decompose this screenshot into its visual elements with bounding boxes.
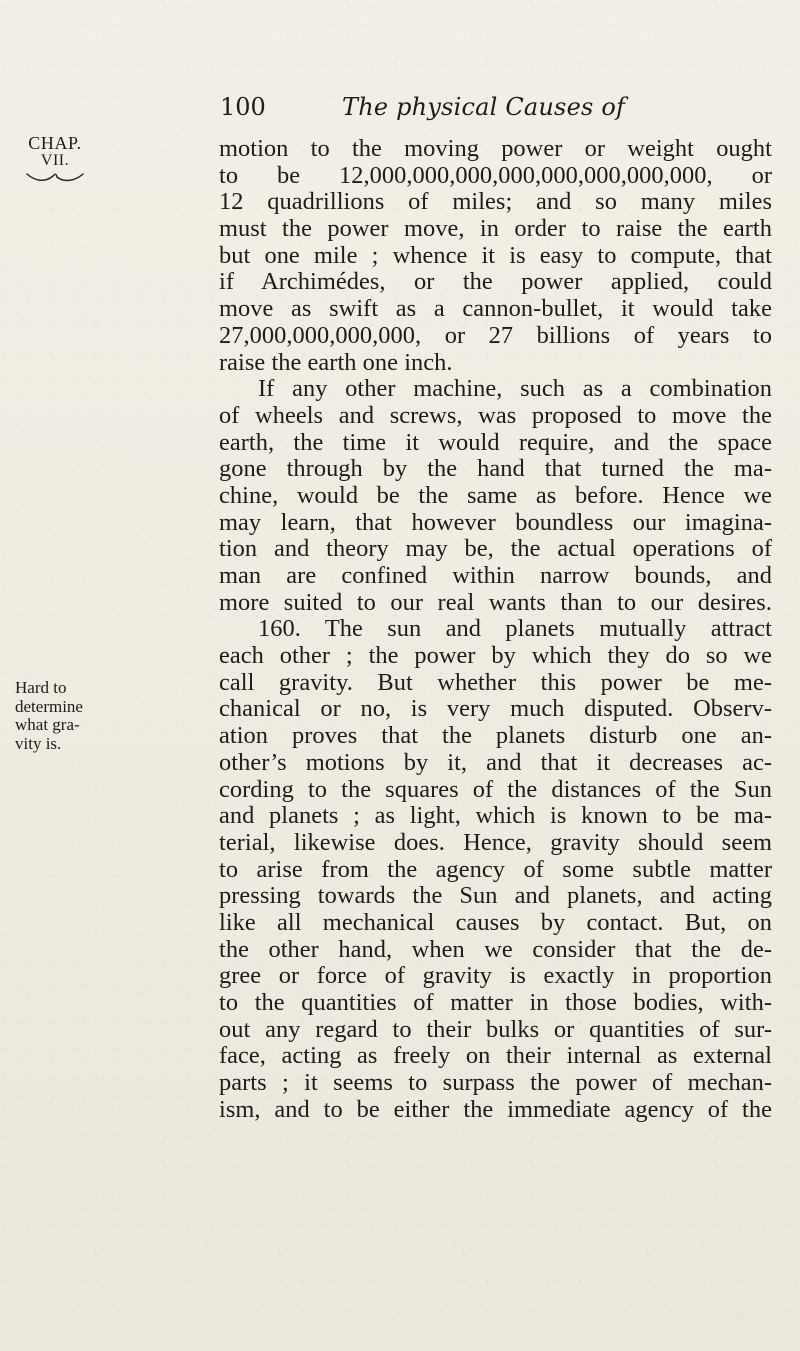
text-line: pressing towards the Sun and planets, and acting (219, 882, 772, 910)
text-line: motion to the moving power or weight ought (219, 135, 772, 162)
text-line: ation proves that the planets disturb one an- (219, 722, 772, 750)
text-line: gree or force of gravity is exactly in proportion (219, 962, 772, 990)
text-line: other’s motions by it, and that it decreases ac- (219, 748, 772, 776)
chapter-brace-icon (24, 169, 86, 187)
text-line: like all mechanical causes by contact. But, on (219, 908, 772, 936)
text-line: chanical or no, is very much disputed. Observ- (219, 695, 772, 723)
text-line: out any regard to their bulks or quantities of sur- (219, 1015, 772, 1043)
text-line: more suited to our real wants than to our desires. (219, 588, 772, 616)
page-header (220, 92, 690, 122)
chapter-marker (14, 134, 96, 187)
text-line: face, acting as freely on their internal as external (219, 1042, 772, 1070)
text-line: cording to the squares of the distances of the Sun (219, 775, 772, 803)
text-line: tion and theory may be, the actual operations of (219, 535, 772, 563)
text-line: 27,000,000,000,000, or 27 billions of years to (219, 321, 772, 349)
text-line: move as swift as a cannon-bullet, it would take (219, 295, 772, 323)
chapter-number: VII. (40, 152, 70, 169)
margin-note-line: determine (15, 696, 83, 716)
margin-note-line: Hard to (15, 678, 67, 697)
paragraph-start-line: 160. The sun and planets mutually attract (258, 615, 772, 643)
text-line: to the quantities of matter in those bodies, with- (219, 989, 772, 1016)
main-text (219, 136, 772, 1123)
text-line: chine, would be the same as before. Hence we (219, 481, 772, 509)
running-title: The physical Causes of (342, 93, 626, 121)
text-line: 12 quadrillions of miles; and so many miles (219, 188, 772, 216)
text-line: man are confined within narrow bounds, and (219, 562, 772, 589)
chapter-label: CHAP. (28, 133, 82, 153)
text-line: to be 12,000,000,000,000,000,000,000,000, or (219, 161, 772, 189)
text-line: gone through by the hand that turned the ma- (219, 455, 772, 483)
paragraph-start-line: If any other machine, such as a combination (258, 375, 772, 403)
text-line: to arise from the agency of some subtle matter (219, 855, 772, 883)
text-line: may learn, that however boundless our imagina- (219, 508, 772, 536)
text-line: each other ; the power by which they do so we (219, 642, 772, 670)
text-line: if Archimédes, or the power applied, could (219, 268, 772, 296)
text-line: the other hand, when we consider that the de- (219, 935, 772, 963)
text-line: must the power move, in order to raise the earth (219, 215, 772, 243)
margin-note-line: what gra- (15, 715, 80, 734)
text-line: call gravity. But whether this power be me- (219, 668, 772, 696)
page-number: 100 (220, 93, 266, 121)
text-line: terial, likewise does. Hence, gravity should seem (219, 828, 772, 856)
text-line: raise the earth one inch. (219, 348, 453, 376)
text-line: of wheels and screws, was proposed to move the (219, 401, 772, 429)
text-line: but one mile ; whence it is easy to compute, that (219, 241, 772, 269)
margin-note-line: vity is. (15, 733, 62, 753)
text-line: parts ; it seems to surpass the power of mechan- (219, 1069, 772, 1097)
margin-note (15, 679, 97, 753)
text-line: earth, the time it would require, and the space (219, 428, 772, 456)
text-line: ism, and to be either the immediate agency of the (219, 1095, 772, 1123)
text-line: and planets ; as light, which is known to be ma- (219, 802, 772, 830)
